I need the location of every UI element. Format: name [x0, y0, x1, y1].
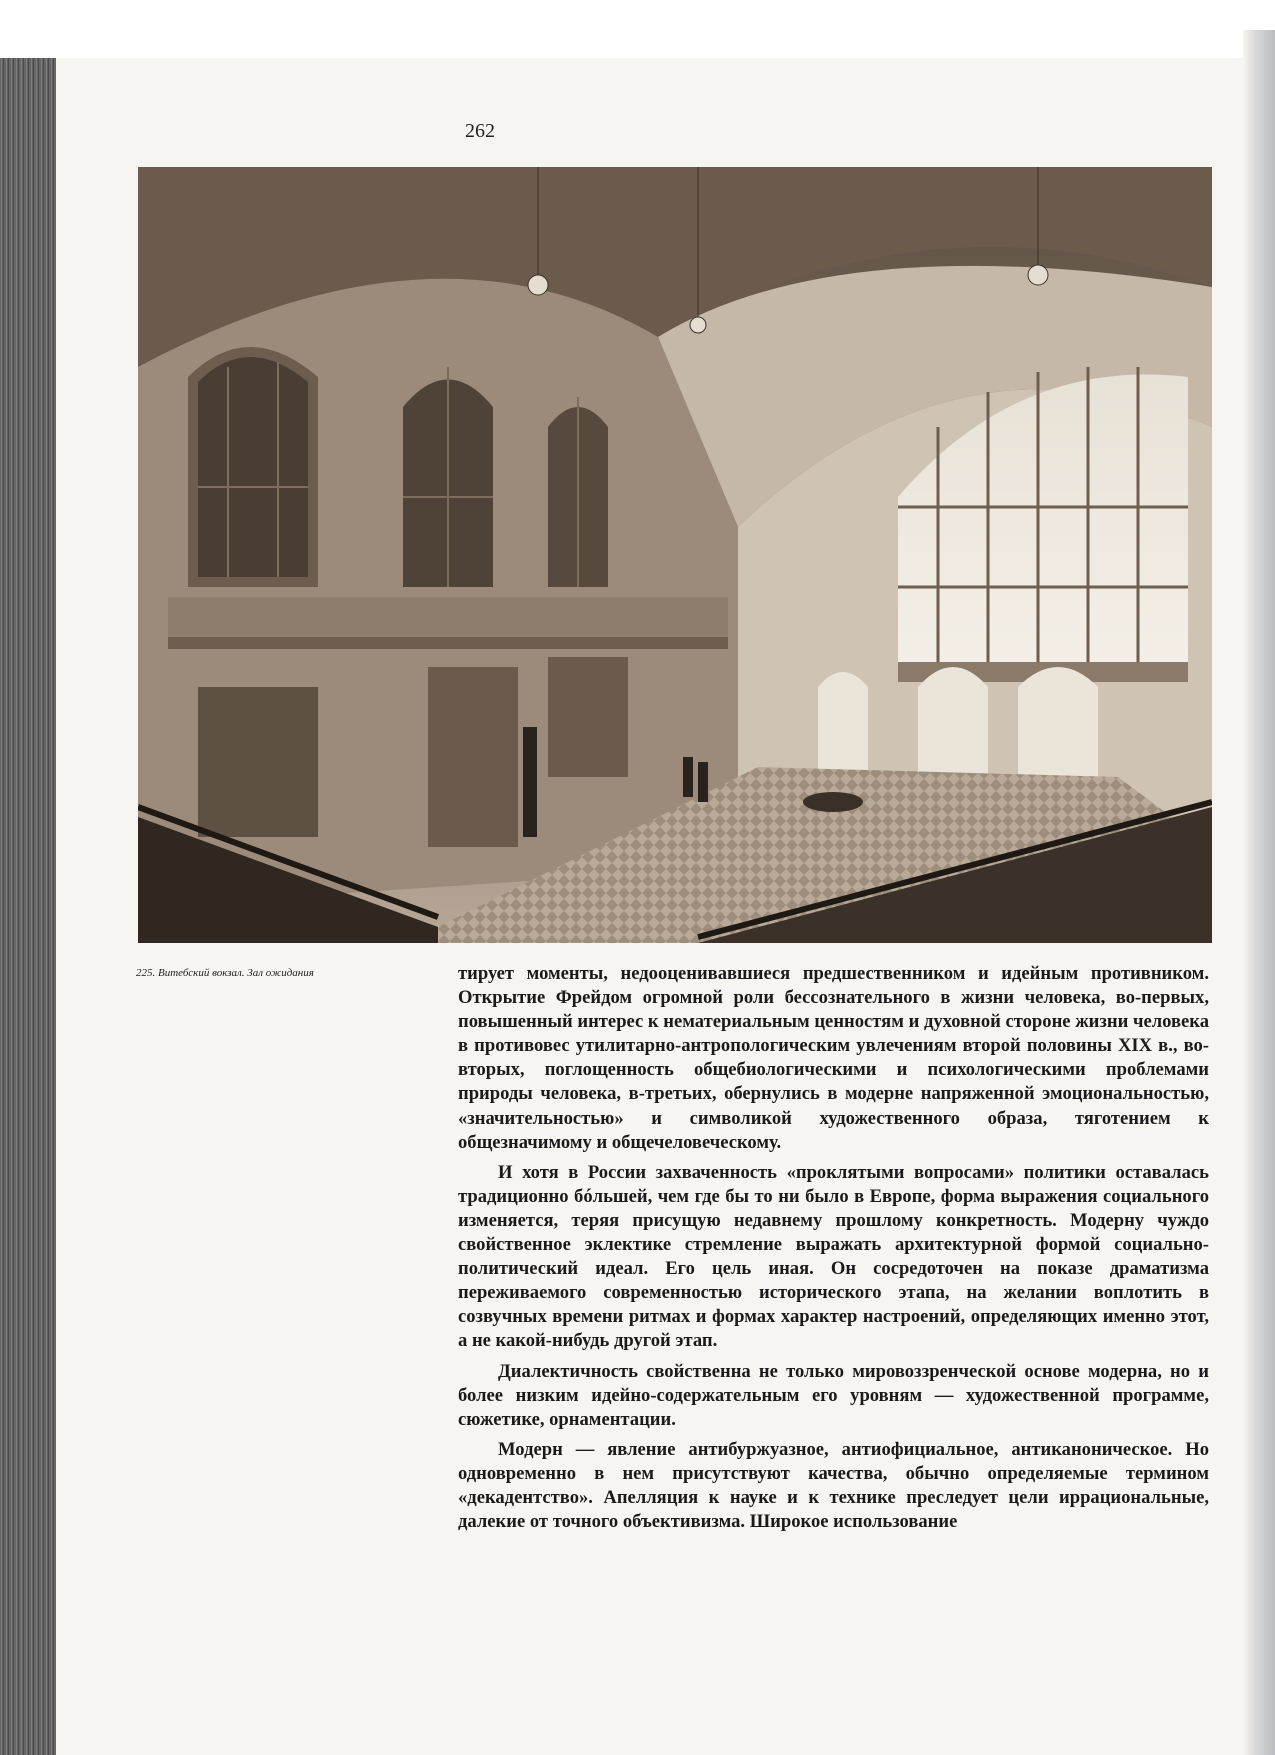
- paragraph: тирует моменты, недооценивавшиеся предшественником и идейным противником. Открытие Фрейдом огромной роли бессознательного в жизни человека, во-первых, повышенный интерес к нематериальным ценностям и духовной стороне жизни человека в противовес утилитарно-антропологическим увлечениям второй половины XIX в., во-вторых, поглощенность общебиологическими и психологическими проблемами природы человека, в-третьих, обернулись в модерне напряженной эмоциональностью, «значительностью» и символикой художественного образа, тяготением к общезначимому и общечеловеческому.: [458, 963, 1209, 1153]
- figure-caption: 225. Витебский вокзал. Зал ожидания: [136, 967, 314, 979]
- hall-interior-image: [138, 167, 1212, 943]
- page-number: 262: [465, 120, 495, 142]
- background-top: [0, 0, 1275, 58]
- figure-photo: [138, 167, 1212, 943]
- book-page-stack-edge: [0, 58, 56, 1755]
- main-text-column: [458, 962, 1209, 1534]
- page-curl-edge: [1243, 30, 1275, 1755]
- paragraph: И хотя в России захваченность «проклятыми вопросами» политики оставалась традиционно бóльшей, чем где бы то ни было в Европе, форма выражения социального изменяется, теряя присущую недавнему прошлому конкретность. Модерну чуждо свойственное эклектике стремление выражать архитектурной формой социально-политический идеал. Его цель иная. Он сосредоточен на показе драматизма переживаемого современностью исторического этапа, на желании воплотить в созвучных времени ритмах и формах характер настроений, определяющих именно этот, а не какой-нибудь другой этап.: [458, 1161, 1209, 1352]
- paragraph: Модерн — явление антибуржуазное, антиофициальное, антиканоническое. Но одновременно в нем присутствуют качества, обычно определяемые термином «декадентство». Апелляция к науке и к технике преследует цели иррациональные, далекие от точного объективизма. Широкое использование: [458, 1438, 1209, 1533]
- paragraph: Диалектичность свойственна не только мировоззренческой основе модерна, но и более низким идейно-содержательным его уровням — художественной программе, сюжетике, орнаментации.: [458, 1360, 1209, 1430]
